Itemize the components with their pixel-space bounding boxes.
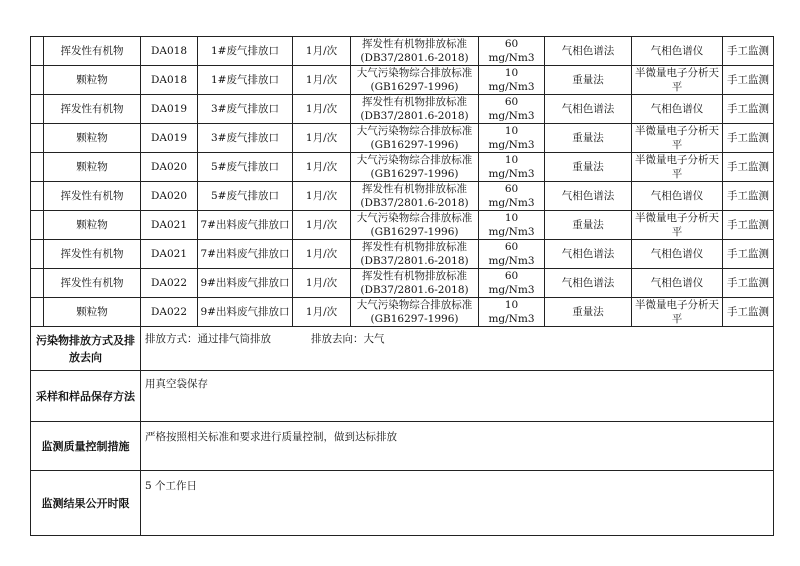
quality-label: 监测质量控制措施: [31, 422, 141, 471]
frequency-cell: 1月/次: [293, 66, 351, 95]
outlet-cell: 3#废气排放口: [198, 95, 293, 124]
quality-value: 严格按照相关标准和要求进行质量控制，做到达标排放: [141, 422, 774, 471]
standard-cell: 挥发性有机物排放标准(DB37/2801.6-2018): [351, 95, 479, 124]
method-cell: 气相色谱法: [545, 182, 632, 211]
row-spacer-cell: [31, 298, 44, 327]
standard-cell: 挥发性有机物排放标准(DB37/2801.6-2018): [351, 240, 479, 269]
table-row: [31, 95, 774, 124]
discharge-label: 污染物排放方式及排放去向: [31, 327, 141, 371]
monitoring-mode-cell: 手工监测: [723, 240, 774, 269]
point-code-cell: DA021: [141, 211, 198, 240]
method-cell: 重量法: [545, 124, 632, 153]
pollutant-cell: 颗粒物: [44, 298, 141, 327]
info-sections: [31, 327, 774, 536]
frequency-cell: 1月/次: [293, 269, 351, 298]
standard-cell: 大气污染物综合排放标准(GB16297-1996): [351, 211, 479, 240]
standard-cell: 挥发性有机物排放标准(DB37/2801.6-2018): [351, 182, 479, 211]
monitoring-mode-cell: 手工监测: [723, 153, 774, 182]
pollutant-cell: 挥发性有机物: [44, 182, 141, 211]
sampling-label: 采样和样品保存方法: [31, 371, 141, 422]
method-cell: 气相色谱法: [545, 95, 632, 124]
outlet-cell: 9#出料废气排放口: [198, 298, 293, 327]
limit-cell: 60 mg/Nm3: [479, 37, 545, 66]
method-cell: 重量法: [545, 153, 632, 182]
discharge-dest-text: 排放去向：大气: [311, 333, 385, 345]
monitoring-mode-cell: 手工监测: [723, 298, 774, 327]
point-code-cell: DA020: [141, 153, 198, 182]
point-code-cell: DA019: [141, 95, 198, 124]
point-code-cell: DA018: [141, 66, 198, 95]
discharge-row: [31, 327, 774, 371]
publish-row: [31, 471, 774, 536]
instrument-cell: 半微量电子分析天平: [632, 211, 723, 240]
limit-cell: 60 mg/Nm3: [479, 182, 545, 211]
discharge-value: [141, 327, 774, 371]
pollutant-cell: 颗粒物: [44, 66, 141, 95]
row-spacer-cell: [31, 240, 44, 269]
instrument-cell: 气相色谱仪: [632, 95, 723, 124]
limit-cell: 10 mg/Nm3: [479, 66, 545, 95]
outlet-cell: 7#出料废气排放口: [198, 240, 293, 269]
outlet-cell: 3#废气排放口: [198, 124, 293, 153]
table-row: [31, 153, 774, 182]
publish-label: 监测结果公开时限: [31, 471, 141, 536]
row-spacer-cell: [31, 153, 44, 182]
limit-cell: 60 mg/Nm3: [479, 240, 545, 269]
frequency-cell: 1月/次: [293, 95, 351, 124]
frequency-cell: 1月/次: [293, 182, 351, 211]
monitoring-mode-cell: 手工监测: [723, 211, 774, 240]
outlet-cell: 9#出料废气排放口: [198, 269, 293, 298]
point-code-cell: DA022: [141, 269, 198, 298]
standard-cell: 大气污染物综合排放标准(GB16297-1996): [351, 298, 479, 327]
standard-cell: 大气污染物综合排放标准(GB16297-1996): [351, 124, 479, 153]
row-spacer-cell: [31, 95, 44, 124]
point-code-cell: DA019: [141, 124, 198, 153]
monitoring-rows: [31, 37, 774, 327]
outlet-cell: 1#废气排放口: [198, 66, 293, 95]
frequency-cell: 1月/次: [293, 37, 351, 66]
standard-cell: 大气污染物综合排放标准(GB16297-1996): [351, 66, 479, 95]
publish-value: 5 个工作日: [141, 471, 774, 536]
method-cell: 气相色谱法: [545, 240, 632, 269]
instrument-cell: 半微量电子分析天平: [632, 124, 723, 153]
row-spacer-cell: [31, 124, 44, 153]
table-row: [31, 182, 774, 211]
row-spacer-cell: [31, 182, 44, 211]
quality-row: [31, 422, 774, 471]
limit-cell: 10 mg/Nm3: [479, 124, 545, 153]
point-code-cell: DA021: [141, 240, 198, 269]
pollutant-cell: 颗粒物: [44, 124, 141, 153]
instrument-cell: 半微量电子分析天平: [632, 153, 723, 182]
limit-cell: 60 mg/Nm3: [479, 95, 545, 124]
method-cell: 重量法: [545, 211, 632, 240]
row-spacer-cell: [31, 37, 44, 66]
limit-cell: 60 mg/Nm3: [479, 269, 545, 298]
monitoring-mode-cell: 手工监测: [723, 95, 774, 124]
outlet-cell: 5#废气排放口: [198, 182, 293, 211]
instrument-cell: 半微量电子分析天平: [632, 66, 723, 95]
pollutant-cell: 挥发性有机物: [44, 240, 141, 269]
instrument-cell: 气相色谱仪: [632, 182, 723, 211]
frequency-cell: 1月/次: [293, 153, 351, 182]
table-row: [31, 37, 774, 66]
standard-cell: 挥发性有机物排放标准(DB37/2801.6-2018): [351, 269, 479, 298]
outlet-cell: 7#出料废气排放口: [198, 211, 293, 240]
instrument-cell: 气相色谱仪: [632, 269, 723, 298]
standard-cell: 大气污染物综合排放标准(GB16297-1996): [351, 153, 479, 182]
frequency-cell: 1月/次: [293, 211, 351, 240]
standard-cell: 挥发性有机物排放标准(DB37/2801.6-2018): [351, 37, 479, 66]
row-spacer-cell: [31, 66, 44, 95]
pollutant-cell: 颗粒物: [44, 153, 141, 182]
monitoring-mode-cell: 手工监测: [723, 37, 774, 66]
row-spacer-cell: [31, 211, 44, 240]
method-cell: 气相色谱法: [545, 37, 632, 66]
monitoring-mode-cell: 手工监测: [723, 269, 774, 298]
monitoring-mode-cell: 手工监测: [723, 124, 774, 153]
frequency-cell: 1月/次: [293, 240, 351, 269]
point-code-cell: DA020: [141, 182, 198, 211]
instrument-cell: 气相色谱仪: [632, 240, 723, 269]
frequency-cell: 1月/次: [293, 124, 351, 153]
table-row: [31, 66, 774, 95]
method-cell: 重量法: [545, 66, 632, 95]
pollutant-cell: 挥发性有机物: [44, 95, 141, 124]
pollutant-cell: 挥发性有机物: [44, 37, 141, 66]
outlet-cell: 1#废气排放口: [198, 37, 293, 66]
point-code-cell: DA018: [141, 37, 198, 66]
row-spacer-cell: [31, 269, 44, 298]
table-row: [31, 240, 774, 269]
table-row: [31, 269, 774, 298]
table-row: [31, 124, 774, 153]
table-row: [31, 211, 774, 240]
pollutant-cell: 挥发性有机物: [44, 269, 141, 298]
pollutant-cell: 颗粒物: [44, 211, 141, 240]
method-cell: 重量法: [545, 298, 632, 327]
outlet-cell: 5#废气排放口: [198, 153, 293, 182]
sampling-row: [31, 371, 774, 422]
monitoring-mode-cell: 手工监测: [723, 66, 774, 95]
monitoring-table: [30, 36, 774, 536]
frequency-cell: 1月/次: [293, 298, 351, 327]
sampling-value: 用真空袋保存: [141, 371, 774, 422]
discharge-mode-text: 排放方式：通过排气筒排放: [145, 333, 271, 345]
method-cell: 气相色谱法: [545, 269, 632, 298]
monitoring-mode-cell: 手工监测: [723, 182, 774, 211]
limit-cell: 10 mg/Nm3: [479, 211, 545, 240]
instrument-cell: 半微量电子分析天平: [632, 298, 723, 327]
instrument-cell: 气相色谱仪: [632, 37, 723, 66]
table-row: [31, 298, 774, 327]
limit-cell: 10 mg/Nm3: [479, 298, 545, 327]
limit-cell: 10 mg/Nm3: [479, 153, 545, 182]
point-code-cell: DA022: [141, 298, 198, 327]
